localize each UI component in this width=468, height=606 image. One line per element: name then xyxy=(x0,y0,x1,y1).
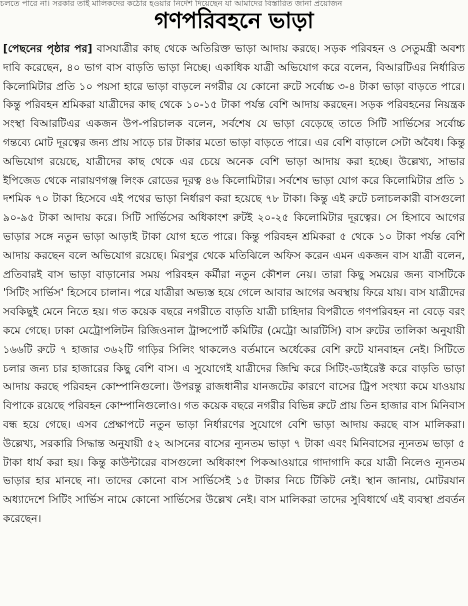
article-paragraph xyxy=(3,40,465,529)
article-headline: গণপরিবহনে ভাড়া xyxy=(154,9,314,34)
article-text: বাসযাত্রীর কাছ থেকে অতিরিক্ত ভাড়া আদায় করছে। সড়ক পরিবহন ও সেতুমন্ত্রী অবশ্য দাবি করেছেন, ৪০ ভাগ বাস বাড়তি ভাড়া নিচ্ছে। একাধিক যাত্রী অভিযোগ করে বলেন, বিআরটিএর নির্ধারিত কিলোমিটার প্রতি ১০ পয়সা হারে ভাড়া বাড়লে নগরীর যে কোনো রুটে সর্বোচ্চ ৩-৪ টাকা ভাড়া বাড়তে পারে। কিন্তু পরিবহন শ্রমিকরা যাত্রীদের কাছ থেকে ১০-১৫ টাকা পর্যন্ত বেশি আদায় করছেন। সড়ক পরিবহনের নিয়ন্ত্রক সংস্থা বিআরটিএর একজন উপ-পরিচালক বলেন, সর্বশেষ যে ভাড়া বেড়েছে তাতে সিটি সার্ভিসের সর্বোচ্চ গন্তব্যে মোট দূরত্বের জন্য প্রায় সাড়ে চার টাকার মতো ভাড়া বাড়তে পারে। এর বেশি বাড়ালে সেটা অবৈধ। কিন্তু অভিযোগ রয়েছে, যাত্রীদের কাছ থেকে এর চেয়ে অনেক বেশি ভাড়া আদায় করা হচ্ছে। উল্লেখ্য, সাভার ইপিজেড থেকে নারায়ণগঞ্জ লিংক রোডের দূরত্ব ৪৬ কিলোমিটার। সর্বশেষ ভাড়া যোগ করে কিলোমিটার প্রতি ১ দশমিক ৭০ টাকা হিসেবে এই পথের ভাড়া নির্ধারণ করা হয়েছে ৭৮ টাকা। কিন্তু এই রুটে চলাচলকারী বাসগুলো ৯০-৯৫ টাকা আদায় করে। সিটি সার্ভিসের অধিকাংশ রুটই ২০-২৫ কিলোমিটার দূরত্বের। সে হিসাবে আগের ভাড়ার সঙ্গে নতুন ভাড়া আড়াই টাকা যোগ হতে পারে। কিন্তু পরিবহন শ্রমিকরা ৫ থেকে ১০ টাকা পর্যন্ত বেশি আদায় করছেন বলে অভিযোগ রয়েছে। মিরপুর থেকে মতিঝিলে অফিস করেন এমন একজন বাস যাত্রী বলেন, প্রতিবারই বাস ভাড়া বাড়ানোর সময় পরিবহন কর্মীরা নতুন কৌশল নেয়। তারা কিছু সময়ের জন্য বাসটিকে 'সিটিং সার্ভিস' হিসেবে চালান। পরে যাত্রীরা অভ্যস্ত হয়ে গেলে আবার আগের অবস্থায় ফিরে যায়। বাস যাত্রীদের সবকিছুই মেনে নিতে হয়। গত কয়েক বছরে নগরীতে বাড়তি যাত্রী চাহিদার বিপরীতে গণপরিবহন না বেড়ে বরং কমে গেছে। ঢাকা মেট্রোপলিটন রিজিওনাল ট্রান্সপোর্ট কমিটির (মেট্রো আরটিসি) বাস রুটের তালিকা অনুযায়ী ১৬৬টি রুটে ৭ হাজার ৩৬২টি গাড়ির সিলিং থাকলেও বর্তমানে অর্ধেকের বেশি রুটে যানবাহন নেই। সিটিতে চলার জন্য চার হাজারের কিছু বেশি বাস। এ সুযোগেই যাত্রীদের জিম্মি করে সিটিং-ডাইরেক্ট করে বাড়তি ভাড়া আদায় করছে পরিবহন কোম্পানিগুলো। উপরন্তু রাজধানীর যানজটের কারণে বাসের ট্রিপ সংখ্যা কমে যাওয়ায় বিপাকে রয়েছে পরিবহন কোম্পানিগুলোও। গত কয়েক বছরে নগরীর বিভিন্ন রুটে প্রায় তিন হাজার বাস মিনিবাস বন্ধ হয়ে গেছে। এসব প্রেক্ষাপটে নতুন ভাড়া নির্ধারণের সুযোগে বেশি ভাড়া আদায় করছে বাস মালিকরা। উল্লেখ্য, সরকারি সিদ্ধান্ত অনুযায়ী ৫২ আসনের বাসের ন্যূনতম ভাড়া ৭ টাকা এবং মিনিবাসের ন্যূনতম ভাড়া ৫ টাকা ধার্য করা হয়। কিন্তু কাউন্টারের বাসগুলো অধিকাংশ পিকআওয়ারে গাদাগাদি করে যাত্রী নিলেও ন্যূনতম ভাড়ার হার মানছে না। তাদের কোনো বাস সার্ভিসেই ১৫ টাকার নিচে টিকিট নেই। স্থান জানায়, মোটরযান অধ্যাদেশে সিটিং সার্ভিস নামে কোনো সার্ভিসের উল্লেখ নেই। বাস মালিকরা তাদের সুবিধার্থে এই ব্যবস্থা প্রবর্তন করেছেন। xyxy=(3,43,465,525)
continuation-tag: [পেছনের পৃষ্ঠার পর] xyxy=(3,43,93,55)
article-body xyxy=(3,40,465,602)
cut-previous-text-line: চলতে পারে না। সরকার তাই মালিকদের কঠোর হওয়ার নির্দেশ দিয়েছেন যা আমাদের বিস্তারিত জানা প্রয়োজন xyxy=(0,0,343,7)
